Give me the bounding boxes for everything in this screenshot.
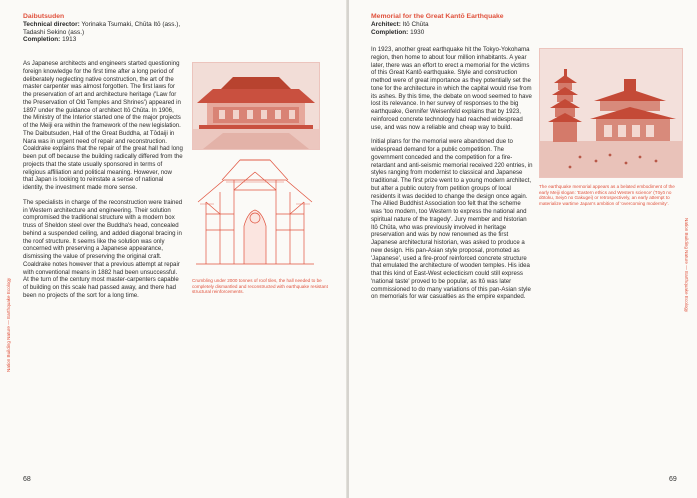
right-paragraph-1: In 1923, another great earthquake hit the Tokyo-Yokohama region, then home to about four million inhabitants. A year later, there was an effort to erect a memorial for the victims of this Great Kantō earthquake. Style and construction method were of great importance as they potentially set the tone for the architecture in which the capital would rise from its ashes. By this time, the debate on wood seemed to have lost its relevance. In her survey of responses to the big earthquake, Gennifer Weisenfeld explains that by 1923, reinforced concrete technology had reached widespread use, and was now a reliable and cheap way to build.: [371, 46, 532, 131]
right-title: Memorial for the Great Kantō Earthquake: [371, 13, 504, 20]
right-architect: Architect: Itō Chūta: [371, 21, 429, 28]
right-header: [371, 13, 541, 36]
right-page-number: 69: [669, 476, 677, 483]
right-paragraph-2: Initial plans for the memorial were abandoned due to widespread demand for a public competition. The government conceded and the competition for a fire-retardant and anti-seismic memorial received 220 entries, in styles ranging from modernist to classical and Japanese traditional. The first prize went to a young modern architect, but after a public outcry from petition groups of local residents it was decided to change the design once again. The Allied Buddhist Association too felt that the scheme was 'too modern, too Western to express the national and spiritual nature of the tragedy'. Jury member and historian Itō Chūta, who was previously involved in heritage preservation and was by now renowned as the first Japanese architectural historian, was asked to produce a new design. His pan-Asian style proposal, promoted as 'Japanese', used a fire-proof reinforced concrete structure that emulated the architecture of wooden temples. His idea that this kind of East-West eclecticism could still express 'national taste' proved to be popular, as Itō was later commissioned to do many variations of this pan-Asian style on memorials for war casualties as the empire expanded.: [371, 138, 533, 301]
right-completion: Completion: 1930: [371, 28, 425, 36]
left-title: Daibutsuden: [23, 13, 65, 20]
left-page-number: 68: [23, 476, 31, 483]
right-caption: The earthquake memorial appears as a belated embodiment of the early Meiji slogan: 'Eastern ethics and Western science' (Tōyō no dōtoku, Seiyō no Gakugei) or retrospectively, an early attempt to materialize wartime Japan's ambition of 'overcoming modernity'.: [539, 184, 675, 206]
right-page: [349, 0, 697, 498]
left-completion: Completion: 1913: [23, 36, 77, 44]
left-paragraph-1: As Japanese architects and engineers started questioning foreign knowledge for the first time after a long period of deliberately neglecting native construction, the art of the master carpenter was almost forgotten. The first laws for the preservation of art and architecture heritage ('Law for the Preservation of Old Temples and Shrines') appeared in 1897 under the guidance of architect Itō Chūta. In 1906, the Ministry of the Interior started one of the major projects of the Meiji era within the framework of the new legislation. The Daibutsuden, Hall of the Great Buddha, at Tōdaiji in Nara was in urgent need of repair and reconstruction. Coaldrake explains that the repair of the great hall had long been put off because the building radically differed from the projects that the state usually sponsored in terms of religious affiliation and political meaning. However, now that Japan is looking to reinstate a sense of national identity, the investment made more sense.: [23, 60, 183, 191]
daibutsuden-section-drawing: [192, 152, 318, 274]
daibutsuden-photo: [192, 62, 320, 150]
right-body: [371, 46, 533, 301]
right-running-header: Nation Building Nature — Earthquake Ecology: [684, 218, 689, 313]
left-body: [23, 60, 183, 300]
memorial-photo: [539, 48, 683, 178]
left-running-header: Nation Building Nature — Earthquake Ecology: [6, 277, 11, 372]
left-header: [23, 13, 183, 44]
left-page: [0, 0, 348, 498]
left-technical-director: Technical director: Yorinaka Tsumaki, Chūta Itō (ass.), Tadashi Sekino (ass.): [23, 21, 181, 36]
left-paragraph-2: The specialists in charge of the reconstruction were trained in Western architecture and engineering. Their solution compromised the traditional structure with a modern box truss of Sheldon steel over the Buddha's head, concealed behind a suspended ceiling, and added diagonal bracing in the roof structure. It seems like the solution was only concerned with preserving a Japanese appearance, dismissing the value of preserving the original craft. Coaldrake notes however that a previous attempt at repair with conventional means in 1882 had been unsuccessful. At the turn of the century most master-carpenters capable of building on this scale had passed away, and there had been no projects of the sort for a long time.: [23, 198, 183, 299]
left-caption: Crumbling under 2000 tonnes of roof tiles, the hall needed to be completely dismantled and reconstructed with earthquake resistant structural reinforcements.: [192, 278, 328, 295]
